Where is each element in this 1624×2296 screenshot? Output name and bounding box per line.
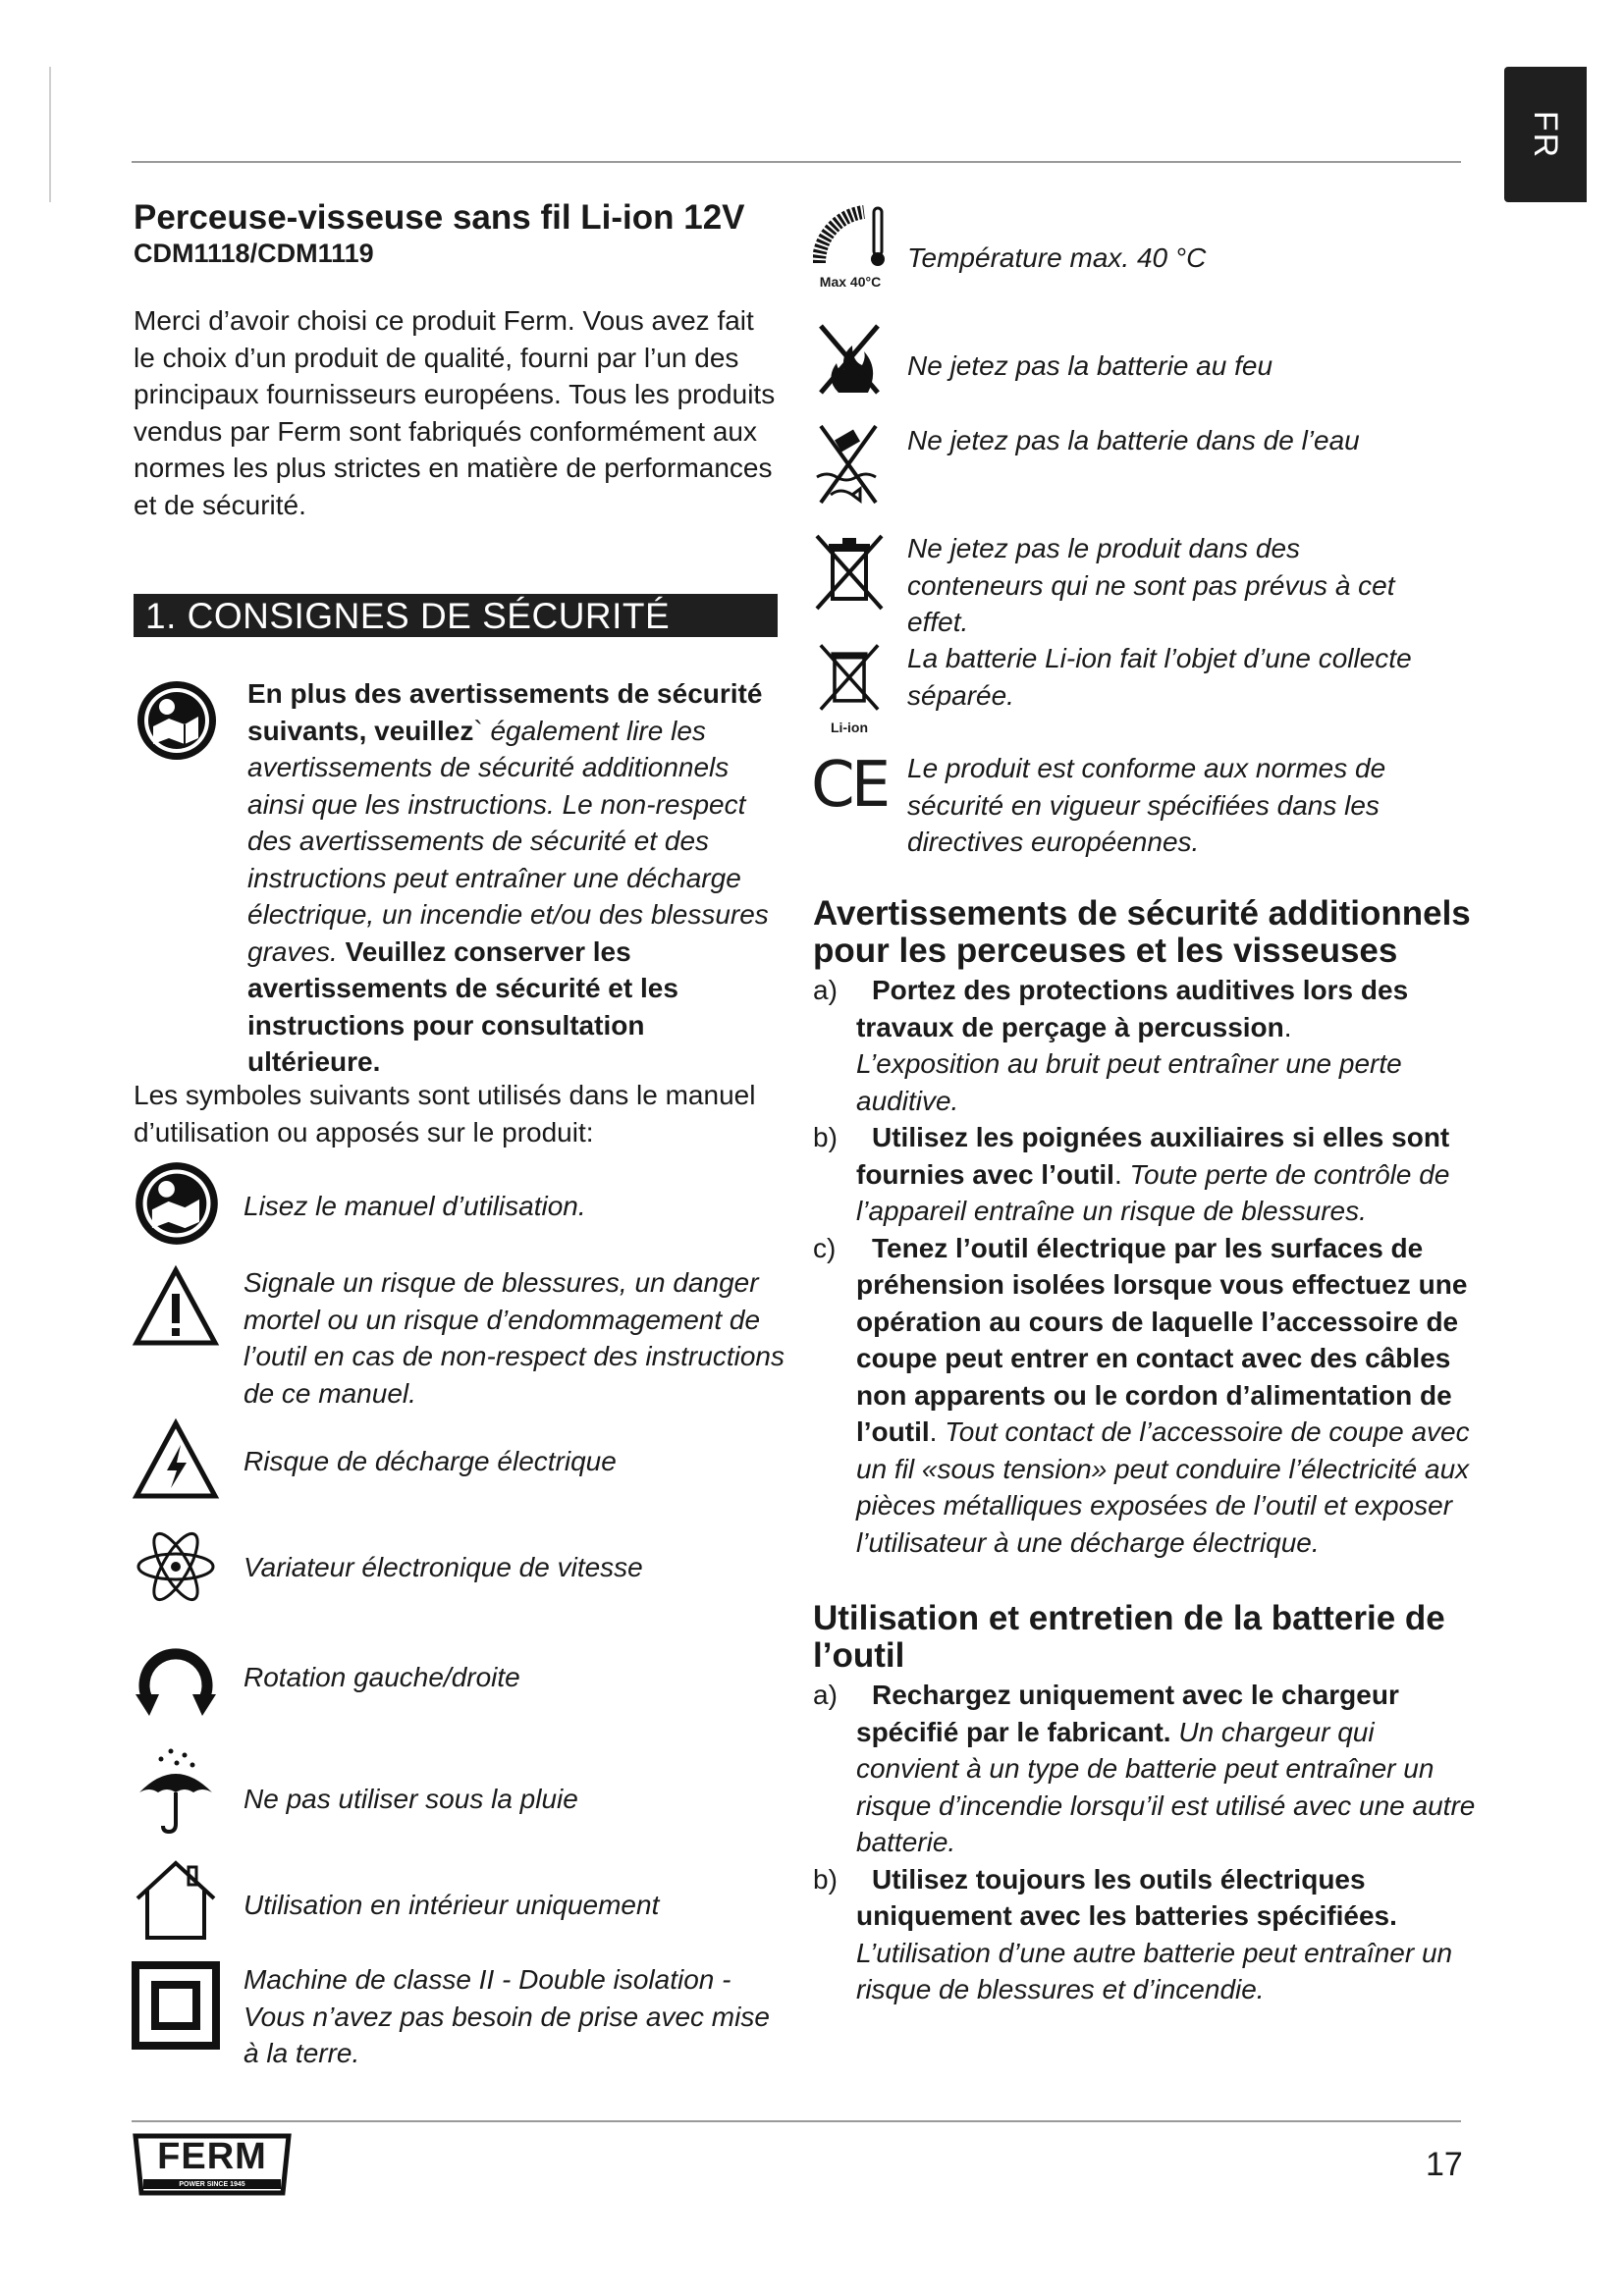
thermometer-icon: Max 40°C [811, 204, 890, 290]
safety-warning-block: En plus des avertissements de sécurité suivants, veuillez` également lire les avertissements de sécurité additionnels ainsi que les instructions. Le non-respect des avertissements de sécurité et des instructions peut entraîner une décharge électrique, un incendie et/ou des blessures graves. Veuillez conserver les avertissements de sécurité et les instructions pour consultation ultérieure. [247, 678, 769, 1077]
intro-paragraph: Merci d’avoir choisi ce produit Ferm. Vous avez fait le choix d’un produit de qualité, fourni par l’un des principaux fournisseurs européens. Tous les produits vendus par Ferm sont fabriqués conformément aux normes les plus strictes en matière de performances et de sécurité. [134, 305, 776, 520]
list-item: a) Rechargez uniquement avec le chargeur spécifié par le fabricant. Un chargeur qui convient à un type de batterie peut entraîner un risque d’incendie lorsqu’il est utilisé avec une autre batterie. [813, 1680, 1476, 1857]
battery-heading: Utilisation et entretien de la batterie de l’outil [813, 1599, 1445, 1675]
symbol-row: Utilisation en intérieur uniquement [132, 1855, 799, 1944]
list-item: b) Utilisez toujours les outils électriques uniquement avec les batteries spécifiées. L’utilisation d’une autre batterie peut entraîner un risque de blessures et d’incendie. [813, 1863, 1453, 2004]
no-water-icon [811, 418, 888, 508]
symbol-row: Ne jetez pas le produit dans des conteneurs qui ne sont pas prévus à cet effet. [811, 530, 1479, 641]
ce-mark-icon: CE [811, 749, 888, 822]
symbol-row: Li-ion La batterie Li-ion fait l’objet d’une collecte séparée. [811, 640, 1479, 735]
ferm-logo: FERM POWER SINCE 1945 [132, 2132, 293, 2202]
symbol-row: Variateur électronique de vitesse [132, 1527, 799, 1606]
model-number: CDM1118/CDM1119 [134, 239, 374, 268]
list-item: a) Portez des protections auditives lors des travaux de perçage à percussion. L’exposition au bruit peut entraîner une perte auditive. [813, 975, 1409, 1116]
symbol-row: Risque de décharge électrique [132, 1417, 799, 1502]
symbols-intro: Les symboles suivants sont utilisés dans le manuel d’utilisation ou apposés sur le produit: [134, 1080, 756, 1148]
page-number: 17 [1426, 2146, 1463, 2183]
symbol-row: Ne jetez pas la batterie dans de l’eau [811, 418, 1479, 508]
manual-icon [132, 1158, 222, 1249]
symbol-row: Machine de classe II - Double isolation - Vous n’avez pas besoin de prise avec mise à la terre. [132, 1961, 799, 2072]
symbol-row: Lisez le manuel d’utilisation. [132, 1158, 799, 1249]
electric-shock-icon [132, 1417, 220, 1502]
warning-icon [132, 1264, 220, 1349]
list-item: b) Utilisez les poignées auxiliaires si elles sont fournies avec l’outil. Toute perte de contrôle de l’appareil entraîne un risque de blessures. [813, 1122, 1450, 1226]
left-column [134, 198, 782, 637]
double-insulation-icon [132, 1961, 220, 2050]
atom-icon [132, 1527, 220, 1606]
list-item: c) Tenez l’outil électrique par les surfaces de préhension isolées lorsque vous effectuez une opération au cours de laquelle l’accessoire de coupe peut entrer en contact avec des câbles non apparents ou le cordon d’alimentation de l’outil. Tout contact de l’accessoire de coupe avec un fil «sous tension» peut conduire l’électricité aux pièces métalliques exposées de l’outil et exposer l’utilisateur à une décharge électrique. [813, 1232, 1470, 1558]
crossed-bin-icon [811, 530, 888, 614]
language-tab[interactable]: FR [1504, 67, 1587, 202]
margin-line [49, 67, 51, 202]
product-title: Perceuse-visseuse sans fil Li-ion 12V [134, 198, 745, 237]
symbol-row: Max 40°C Température max. 40 °C [811, 204, 1479, 290]
footer-rule [132, 2120, 1461, 2122]
symbol-row: CE Le produit est conforme aux normes de sécurité en vigueur spécifiées dans les directives européennes. [811, 749, 1386, 857]
house-icon [132, 1855, 220, 1944]
symbol-row: Ne pas utiliser sous la pluie [132, 1745, 799, 1836]
crossed-bin-liion-icon: Li-ion [811, 640, 888, 735]
section-heading: 1. CONSIGNES DE SÉCURITÉ [134, 594, 778, 637]
symbol-row: Ne jetez pas la batterie au feu [811, 320, 1479, 399]
rotation-icon [132, 1637, 220, 1720]
drill-warnings-heading: Avertissements de sécurité additionnels pour les perceuses et les visseuses [813, 894, 1471, 970]
header-rule [132, 161, 1461, 163]
no-fire-icon [811, 320, 888, 399]
right-column [813, 895, 1481, 2008]
symbol-row: Signale un risque de blessures, un danger mortel ou un risque d’endommagement de l’outil en cas de non-respect des instructions de ce manuel. [132, 1264, 799, 1412]
umbrella-rain-icon [132, 1745, 220, 1836]
symbol-row: Rotation gauche/droite [132, 1637, 799, 1720]
